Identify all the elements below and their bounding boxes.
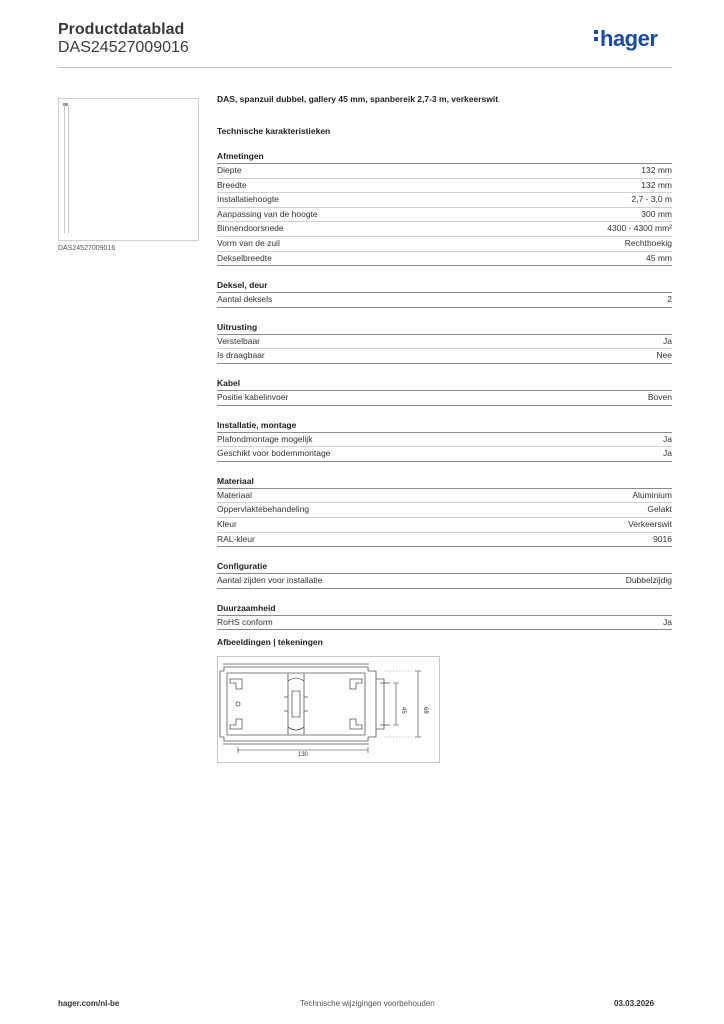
spec-row (217, 574, 672, 589)
spec-value: 132 mm (641, 165, 672, 175)
spec-label: RoHS conform (217, 616, 273, 627)
spec-group (217, 603, 672, 631)
spec-group-title: Deksel, deur (217, 280, 672, 293)
hager-logo (594, 26, 657, 52)
spec-group-title: Duurzaamheid (217, 603, 672, 616)
spec-value: Aluminium (632, 489, 672, 500)
technical-drawing (217, 656, 440, 763)
spec-group (217, 561, 672, 589)
spec-label: Is draagbaar (217, 350, 265, 361)
footer-disclaimer: Technische wijzigingen voorbehouden (300, 999, 435, 1008)
spec-value: Rechthoekig (624, 237, 672, 248)
spec-row (217, 503, 672, 518)
spec-value: Ja (663, 335, 672, 346)
footer-website-link[interactable]: hager.com/nl-be (58, 999, 120, 1008)
spec-label: Aantal zijden voor installatie (217, 575, 323, 586)
spec-value: 132 mm (641, 179, 672, 190)
spec-content (217, 94, 672, 630)
spec-row (217, 293, 672, 308)
spec-value: 4300 - 4300 mm² (607, 223, 672, 234)
spec-group-title: Configuratie (217, 561, 672, 574)
spec-group (217, 378, 672, 406)
spec-value: Ja (663, 616, 672, 627)
logo-dots-icon (594, 30, 598, 44)
spec-value: Dubbelzijdig (625, 575, 672, 586)
spec-group-title: Afmetingen (217, 151, 672, 164)
spec-row (217, 252, 672, 267)
product-image (58, 98, 199, 241)
spec-value: Boven (647, 391, 672, 402)
spec-row (217, 433, 672, 448)
spec-label: Materiaal (217, 489, 252, 500)
spec-label: Oppervlaktebehandeling (217, 504, 310, 515)
spec-label: Verstelbaar (217, 335, 260, 346)
spec-label: RAL-kleur (217, 533, 255, 544)
spec-row (217, 335, 672, 350)
spec-groups (217, 151, 672, 630)
spec-value: Ja (663, 448, 672, 459)
spec-group-title: Installatie, montage (217, 420, 672, 433)
spec-value: 2 (667, 294, 672, 305)
spec-row (217, 489, 672, 504)
spec-value: 2,7 - 3,0 m (631, 194, 672, 205)
spec-value: Verkeerswit (628, 518, 672, 529)
spec-label: Vorm van de zuil (217, 237, 280, 248)
product-image-caption: DAS24527009016 (58, 245, 116, 252)
product-title: DAS, spanzuil dubbel, gallery 45 mm, spanbereik 2,7-3 m, verkeerswit (217, 94, 499, 104)
spec-group (217, 476, 672, 547)
spec-row (217, 349, 672, 364)
spec-group (217, 420, 672, 462)
drawing-title: Afbeeldingen | tekeningen (217, 637, 323, 647)
logo-text: hager (600, 26, 658, 51)
spec-group (217, 322, 672, 364)
spec-row (217, 391, 672, 406)
spec-group-title: Kabel (217, 378, 672, 391)
spec-label: Plafondmontage mogelijk (217, 433, 313, 444)
spec-value: Nee (656, 350, 672, 361)
spec-value: 45 mm (646, 252, 672, 263)
page-title: Productdatablad (58, 21, 185, 38)
profile-drawing-icon (218, 657, 439, 762)
product-code: DAS24527009016 (58, 39, 189, 56)
spec-value: 300 mm (641, 208, 672, 219)
spec-label: Diepte (217, 165, 242, 175)
pole-icon (64, 105, 69, 233)
spec-row (217, 164, 672, 179)
spec-label: Aantal deksels (217, 294, 273, 305)
spec-row (217, 193, 672, 208)
spec-row (217, 237, 672, 252)
spec-label: Aanpassing van de hoogte (217, 208, 318, 219)
spec-label: Geschikt voor bodemmontage (217, 448, 331, 459)
spec-label: Installatiehoogte (217, 194, 279, 205)
dim-inner-label: 45 (400, 707, 406, 714)
spec-row (217, 222, 672, 237)
spec-row (217, 447, 672, 462)
spec-value: Ja (663, 433, 672, 444)
spec-row (217, 616, 672, 631)
spec-row (217, 533, 672, 548)
section-title: Technische karakteristieken (217, 126, 331, 136)
spec-value: 9016 (653, 533, 672, 544)
footer-date: 03.03.2026 (614, 999, 655, 1008)
spec-label: Binnendoorsnede (217, 223, 284, 234)
dim-height-label: 68 (422, 707, 428, 714)
spec-row (217, 518, 672, 533)
spec-row (217, 208, 672, 223)
dim-width-label: 130 (297, 752, 309, 758)
spec-row (217, 179, 672, 194)
spec-label: Breedte (217, 179, 247, 190)
spec-group (217, 280, 672, 308)
spec-label: Positie kabelinvoer (217, 391, 289, 402)
spec-group-title: Uitrusting (217, 322, 672, 335)
spec-value: Gelakt (647, 504, 672, 515)
spec-label: Dekselbreedte (217, 252, 272, 263)
header-divider (58, 67, 672, 68)
spec-group-title: Materiaal (217, 476, 672, 489)
spec-label: Kleur (217, 518, 237, 529)
spec-group (217, 151, 672, 266)
